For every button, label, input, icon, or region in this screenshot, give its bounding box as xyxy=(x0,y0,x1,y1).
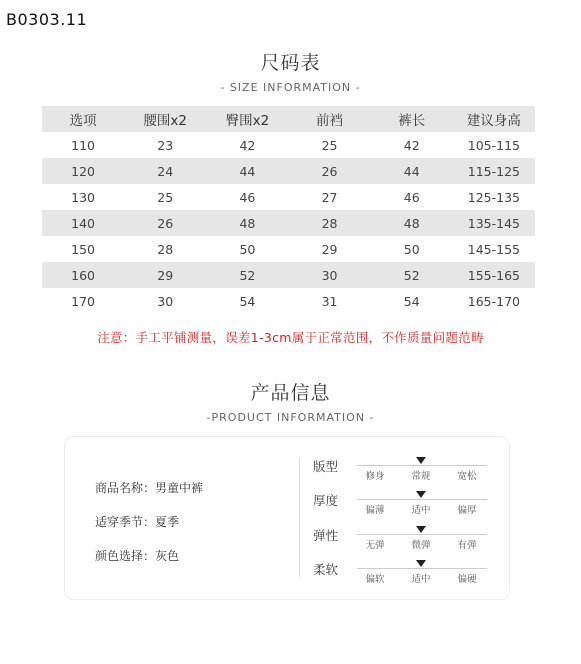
scale-line xyxy=(357,534,487,535)
selected-marker-icon xyxy=(416,560,426,567)
scale-option: 无弹 xyxy=(365,540,385,551)
table-cell: 23 xyxy=(157,137,174,153)
product-code: B0303.11 xyxy=(6,10,88,29)
table-cell: 110 xyxy=(71,137,95,153)
table-cell: 48 xyxy=(239,215,256,231)
size-section-header xyxy=(0,48,581,94)
attr-scale-thickness xyxy=(357,491,487,515)
table-cell: 46 xyxy=(239,189,256,205)
product-info-card xyxy=(64,436,510,600)
size-table xyxy=(42,106,535,314)
product-section-header xyxy=(0,378,581,424)
table-cell: 31 xyxy=(321,293,338,309)
scale-line xyxy=(357,465,487,466)
table-cell: 48 xyxy=(403,215,420,231)
scale-option: 修身 xyxy=(365,471,385,482)
size-table-header: 臀围x2 xyxy=(225,113,270,129)
table-cell: 160 xyxy=(71,267,95,283)
scale-line xyxy=(357,499,487,500)
table-cell: 135-145 xyxy=(467,215,520,231)
table-cell: 28 xyxy=(321,215,338,231)
attr-label-softness: 柔软 xyxy=(313,562,339,577)
table-cell: 130 xyxy=(71,189,95,205)
table-cell: 52 xyxy=(403,267,420,283)
table-row xyxy=(42,236,535,262)
table-row xyxy=(42,262,535,288)
product-color: 颜色选择：灰色 xyxy=(95,549,180,563)
scale-option: 微弹 xyxy=(411,540,431,551)
product-name: 商品名称：男童中裤 xyxy=(95,481,204,495)
size-table-header: 腰围x2 xyxy=(143,113,188,129)
table-row xyxy=(42,158,535,184)
size-table-header: 选项 xyxy=(69,113,97,129)
size-table-header: 裤长 xyxy=(398,113,426,129)
table-cell: 42 xyxy=(403,137,420,153)
selected-marker-icon xyxy=(416,491,426,498)
scale-option: 有弹 xyxy=(457,540,477,551)
product-season: 适穿季节：夏季 xyxy=(95,515,180,529)
scale-line xyxy=(357,568,487,569)
table-cell: 50 xyxy=(403,241,420,257)
size-table-header: 建议身高 xyxy=(466,113,521,129)
table-cell: 26 xyxy=(321,163,338,179)
size-table-header-row xyxy=(42,106,535,132)
table-cell: 165-170 xyxy=(467,293,520,309)
table-cell: 145-155 xyxy=(467,241,520,257)
attr-scale-softness xyxy=(357,560,487,584)
size-section-title: 尺码表 xyxy=(256,48,324,75)
table-cell: 28 xyxy=(157,241,174,257)
scale-option: 适中 xyxy=(411,505,431,516)
table-cell: 25 xyxy=(321,137,338,153)
table-cell: 30 xyxy=(157,293,174,309)
table-cell: 26 xyxy=(157,215,174,231)
scale-option: 偏薄 xyxy=(365,505,385,516)
table-cell: 27 xyxy=(321,189,338,205)
table-cell: 29 xyxy=(321,241,338,257)
table-cell: 150 xyxy=(71,241,95,257)
table-cell: 50 xyxy=(239,241,256,257)
measurement-note: 注意：手工平铺测量，误差1-3cm属于正常范围，不作质量问题范畴 xyxy=(97,330,484,345)
table-row xyxy=(42,132,535,158)
table-cell: 54 xyxy=(403,293,420,309)
table-cell: 46 xyxy=(403,189,420,205)
size-section-subtitle: - SIZE INFORMATION - xyxy=(220,81,361,94)
table-cell: 54 xyxy=(239,293,256,309)
table-cell: 120 xyxy=(71,163,95,179)
table-row xyxy=(42,288,535,314)
table-cell: 105-115 xyxy=(467,137,520,153)
table-cell: 25 xyxy=(157,189,174,205)
table-cell: 24 xyxy=(157,163,174,179)
table-cell: 115-125 xyxy=(467,163,520,179)
scale-option: 适中 xyxy=(411,574,431,585)
size-table-header: 前裆 xyxy=(316,113,344,129)
table-row xyxy=(42,210,535,236)
attr-label-elasticity: 弹性 xyxy=(313,528,339,543)
table-cell: 52 xyxy=(239,267,256,283)
selected-marker-icon xyxy=(416,457,426,464)
table-cell: 44 xyxy=(239,163,256,179)
table-cell: 29 xyxy=(157,267,174,283)
table-cell: 30 xyxy=(321,267,338,283)
selected-marker-icon xyxy=(416,526,426,533)
product-section-title: 产品信息 xyxy=(246,378,334,405)
scale-option: 偏软 xyxy=(365,574,385,585)
scale-option: 常规 xyxy=(411,471,431,482)
table-row xyxy=(42,184,535,210)
product-section-subtitle: -PRODUCT INFORMATION - xyxy=(206,411,375,424)
scale-option: 偏厚 xyxy=(457,505,477,516)
attr-scale-elasticity xyxy=(357,526,487,550)
scale-option: 偏硬 xyxy=(457,574,477,585)
table-cell: 42 xyxy=(239,137,256,153)
table-cell: 125-135 xyxy=(467,189,520,205)
attr-scale-fit xyxy=(357,457,487,481)
table-cell: 155-165 xyxy=(467,267,520,283)
table-cell: 170 xyxy=(71,293,95,309)
card-divider xyxy=(299,457,300,577)
scale-option: 宽松 xyxy=(457,471,477,482)
attr-label-fit: 版型 xyxy=(313,459,339,474)
table-cell: 140 xyxy=(71,215,95,231)
attr-label-thickness: 厚度 xyxy=(313,493,339,508)
table-cell: 44 xyxy=(403,163,420,179)
